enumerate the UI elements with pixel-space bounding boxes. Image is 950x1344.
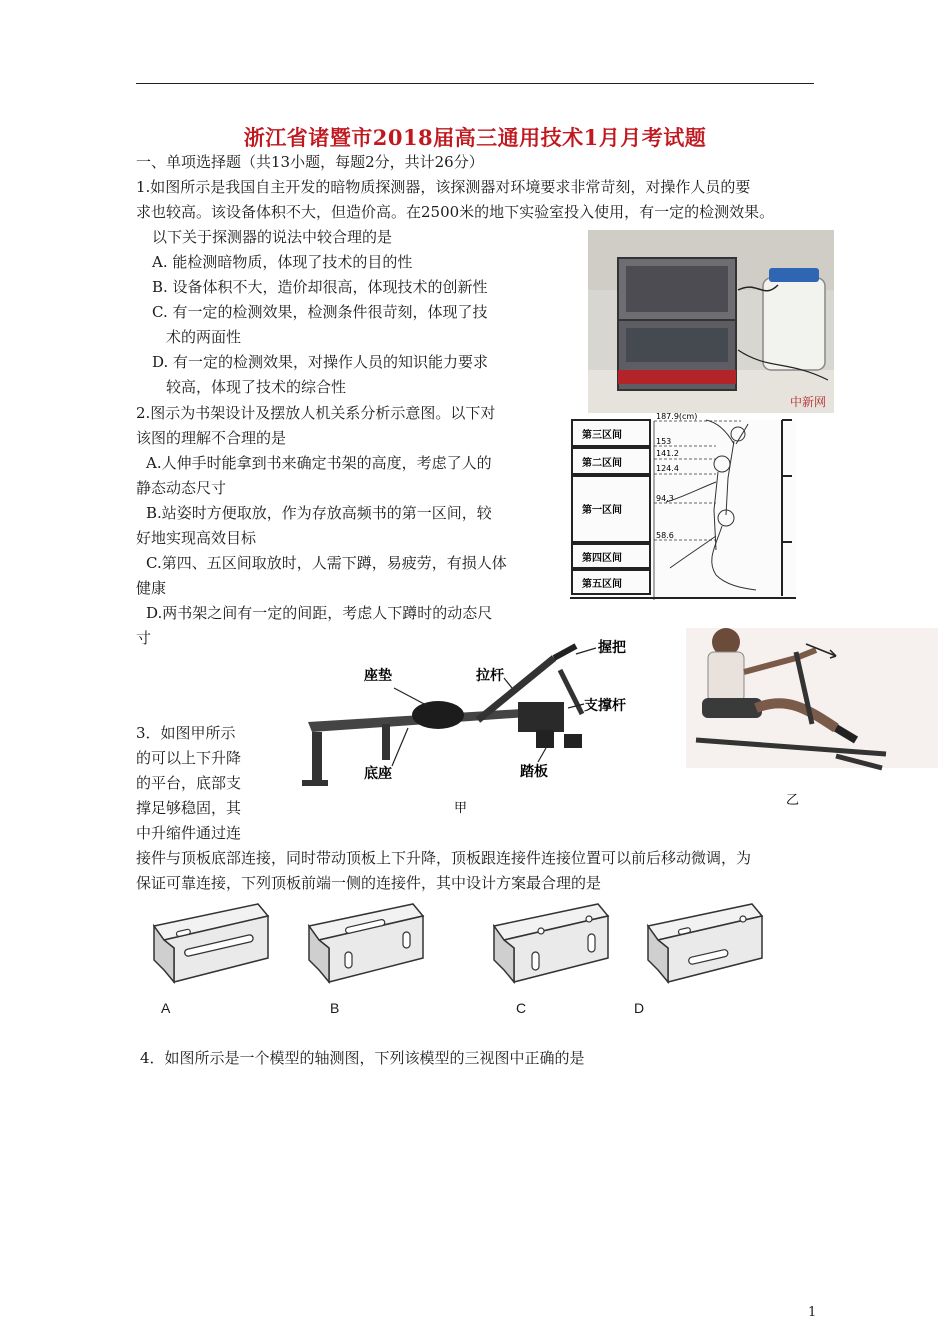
choice-d-label: D	[634, 1000, 645, 1016]
page-title: 浙江省诸暨市2018届高三通用技术1月月考试题	[243, 125, 707, 150]
rowing-person-photo	[686, 628, 938, 814]
q1-option-c-cont: 术的两面性	[166, 328, 242, 346]
q2-option-d: D.两书架之间有一定的间距，考虑人下蹲时的动态尺	[146, 604, 493, 622]
q2-option-c: C.第四、五区间取放时，人需下蹲，易疲劳，有损人体	[146, 554, 507, 572]
q3-stem-line6: 接件与顶板底部连接，同时带动顶板上下升降，顶板跟连接件连接位置可以前后移动微调，为	[136, 849, 752, 867]
height-label-153: 153	[656, 437, 672, 446]
q2-option-d-cont: 寸	[136, 629, 152, 647]
choice-b-label: B	[330, 1000, 340, 1016]
q3-stem-line3: 的平台，底部支	[136, 774, 242, 792]
label-base: 底座	[364, 766, 392, 782]
bookshelf-diagram	[566, 410, 802, 600]
zone-3-label: 第三区间	[582, 430, 622, 441]
q2-option-a: A.人伸手时能拿到书来确定书架的高度，考虑了人的	[146, 454, 492, 472]
height-label-1412: 141.2	[656, 449, 679, 458]
height-label-1879: 187.9(cm)	[656, 412, 698, 421]
q1-stem-line1: 1.如图所示是我国自主开发的暗物质探测器，该探测器对环境要求非常苛刻，对操作人员的要	[136, 178, 751, 196]
connector-c-figure	[490, 900, 616, 986]
connector-b-figure	[305, 900, 431, 986]
q3-stem-line7: 保证可靠连接，下列顶板前端一侧的连接件，其中设计方案最合理的是	[136, 874, 602, 892]
q1-option-d: D. 有一定的检测效果，对操作人员的知识能力要求	[152, 353, 489, 371]
choice-a-label: A	[161, 1000, 171, 1016]
q2-option-b: B.站姿时方便取放，作为存放高频书的第一区间，较	[146, 504, 492, 522]
q2-stem-line2: 该图的理解不合理的是	[136, 429, 287, 447]
q3-stem-line2: 的可以上下升降	[136, 749, 242, 767]
q3-stem-line4: 撑足够稳固，其	[136, 799, 242, 817]
page-number: 1	[808, 1305, 817, 1320]
zone-5-label: 第五区间	[582, 579, 622, 590]
q1-option-b: B. 设备体积不大，造价却很高，体现技术的创新性	[152, 278, 488, 296]
connector-d-figure	[644, 900, 770, 986]
label-pull-rod: 拉杆	[476, 668, 504, 684]
q1-option-d-cont: 较高，体现了技术的综合性	[166, 378, 347, 396]
watermark-text: 中新网	[790, 395, 827, 409]
q2-option-a-cont: 静态动态尺寸	[136, 479, 227, 497]
connector-a-figure	[150, 900, 276, 986]
q1-stem-line3: 以下关于探测器的说法中较合理的是	[152, 228, 393, 246]
label-support-rod: 支撑杆	[584, 698, 626, 714]
section-heading: 一、单项选择题（共13小题，每题2分，共计26分）	[136, 153, 484, 171]
label-seat: 座垫	[364, 668, 392, 684]
detector-photo	[588, 230, 834, 413]
q3-stem-line1: 3．如图甲所示	[136, 724, 236, 742]
height-label-943: 94.3	[656, 494, 674, 503]
zone-2-label: 第二区间	[582, 458, 622, 469]
q3-stem-line5: 中升缩件通过连	[136, 824, 242, 842]
q2-stem-line1: 2.图示为书架设计及摆放人机关系分析示意图。以下对	[136, 404, 496, 422]
height-label-1244: 124.4	[656, 464, 679, 473]
choice-c-label: C	[516, 1000, 527, 1016]
label-grip: 握把	[598, 640, 626, 656]
header-rule	[136, 83, 814, 84]
rowing-machine-diagram	[298, 630, 650, 820]
label-pedal: 踏板	[520, 764, 548, 780]
zone-4-label: 第四区间	[582, 553, 622, 564]
q1-stem-line2: 求也较高。该设备体积不大，但造价高。在2500米的地下实验室投入使用，有一定的检测效果。	[136, 203, 775, 221]
caption-jia: 甲	[454, 801, 468, 816]
q1-option-c: C. 有一定的检测效果，检测条件很苛刻，体现了技	[152, 303, 488, 321]
q2-option-b-cont: 好地实现高效目标	[136, 529, 257, 547]
q1-option-a: A. 能检测暗物质，体现了技术的目的性	[152, 253, 413, 271]
caption-yi: 乙	[786, 793, 800, 808]
q4-stem: 4．如图所示是一个模型的轴测图，下列该模型的三视图中正确的是	[140, 1049, 585, 1067]
q2-option-c-cont: 健康	[136, 579, 167, 597]
zone-1-label: 第一区间	[582, 505, 622, 516]
height-label-586: 58.6	[656, 531, 674, 540]
